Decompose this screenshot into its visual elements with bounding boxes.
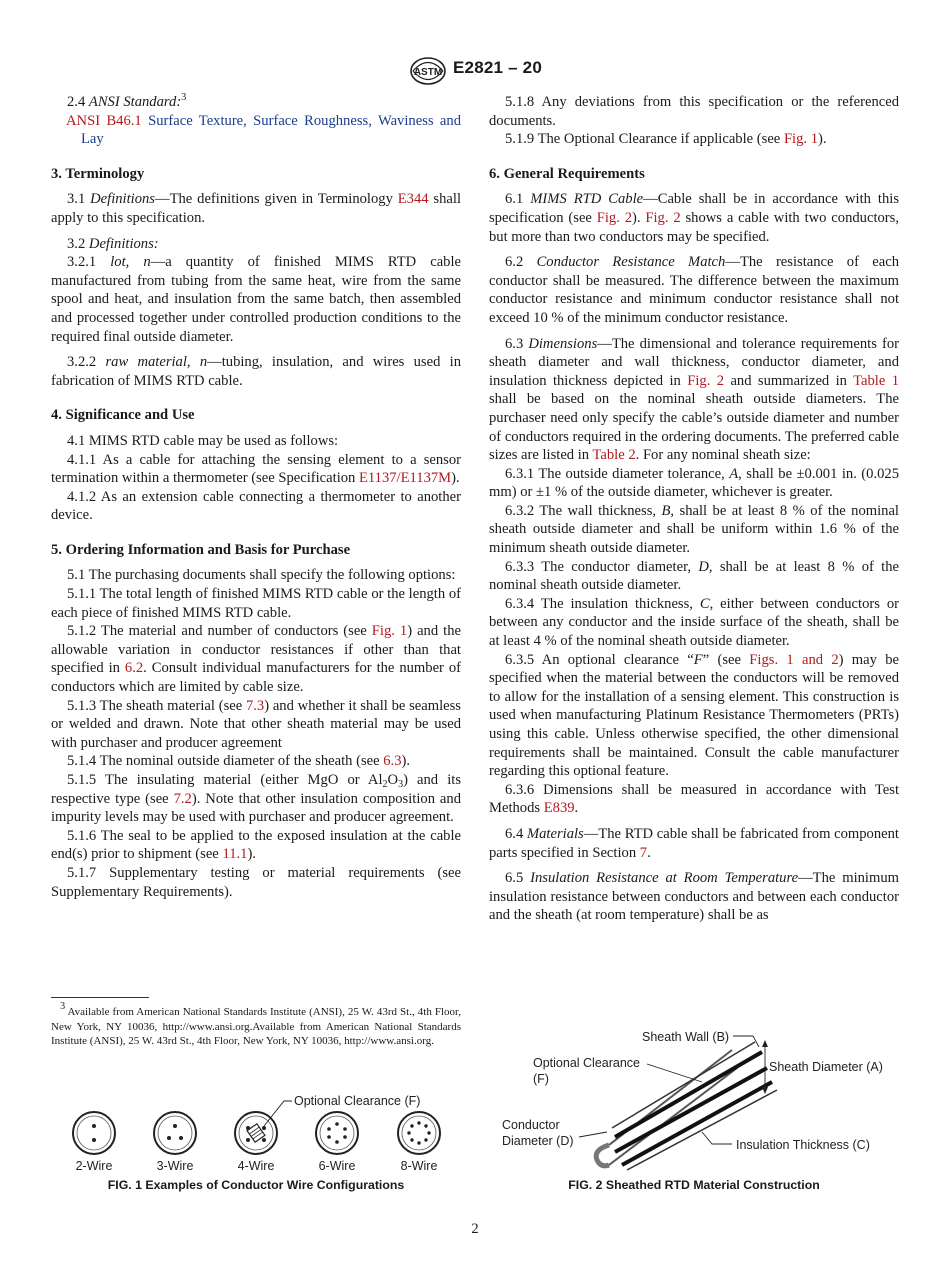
- section-4-1: 4.1 MIMS RTD cable may be used as follows:: [67, 432, 339, 449]
- link-table-1[interactable]: Table 1: [853, 372, 899, 389]
- link-fig-2[interactable]: Fig. 2: [687, 372, 725, 389]
- section-6-3-2: 6.3.2 The wall thickness, B, shall be at least 8 % of the nominal sheath outside diameter and shall be uniform within 1.6 % of the minimum sheath outside diameter.: [489, 502, 899, 557]
- svg-text:(F): (F): [533, 1072, 549, 1086]
- svg-text:4-Wire: 4-Wire: [237, 1159, 275, 1173]
- link-11-1[interactable]: 11.1: [222, 846, 248, 863]
- page-header: [0, 56, 950, 86]
- svg-text:2-Wire: 2-Wire: [75, 1159, 113, 1173]
- link-section-7[interactable]: 7: [639, 844, 648, 861]
- svg-text:ASTM: ASTM: [413, 67, 443, 78]
- link-e344[interactable]: E344: [397, 191, 429, 208]
- link-7-3[interactable]: 7.3: [245, 697, 265, 714]
- section-6-3-3: 6.3.3 The conductor diameter, D, shall be at least 8 % of the nominal sheath outside diameter.: [489, 558, 899, 594]
- section-5-1-8: 5.1.8 Any deviations from this specification or the referenced documents.: [489, 94, 899, 129]
- svg-text:8-Wire: 8-Wire: [400, 1159, 438, 1173]
- section-5-1: 5.1 The purchasing documents shall specify the following options:: [67, 567, 456, 584]
- link-fig-2[interactable]: Fig. 2: [645, 209, 681, 226]
- link-fig-1[interactable]: Fig. 1: [783, 131, 818, 148]
- link-fig-1[interactable]: Fig. 1: [371, 623, 408, 640]
- document-designation: E2821 – 20: [453, 58, 542, 77]
- section-2-4: 2.4 ANSI Standard:$^3$: [67, 92, 187, 110]
- eight-wire-diagram: [398, 1112, 440, 1173]
- section-5-1-7: 5.1.7 Supplementary testing or material requirements (see Supplementary Requirements).: [51, 864, 461, 900]
- fig-2-caption: FIG. 2 Sheathed RTD Material Construction: [568, 1178, 820, 1192]
- section-3-2-1: 3.2.1 lot, n—a quantity of finished MIMS RTD cable manufactured from tubing from the same heat, wire from the same spool and heat, and insulation from the same batch, then assembled and processed together under controlled production conditions to the required final outside diameter.: [51, 254, 461, 345]
- section-5-1-1: 5.1.1 The total length of finished MIMS RTD cable or the length of each piece of finished MIMS RTD cable.: [51, 586, 461, 621]
- svg-text:3-Wire: 3-Wire: [156, 1159, 194, 1173]
- footnote-rule: [51, 997, 149, 998]
- section-6-3-1: 6.3.1 The outside diameter tolerance, A, shall be ±0.001 in. (0.025 mm) or ±1 % of the outside diameter, whichever is greater.: [489, 465, 899, 501]
- section-6-4: 6.4 Materials—The RTD cable shall be fabricated from component parts specified in Section 7.: [489, 825, 899, 861]
- link-7-2[interactable]: 7.2: [173, 790, 192, 807]
- optional-clearance-label: Optional Clearance: [533, 1056, 641, 1070]
- section-5-1-4: 5.1.4 The nominal outside diameter of the sheath (see 6.3).: [67, 753, 411, 770]
- insulation-thickness-label: Insulation Thickness (C): [736, 1138, 870, 1152]
- conductor-line: [622, 1082, 772, 1165]
- link-6-2[interactable]: 6.2: [124, 660, 144, 677]
- fig-2-cable-construction: [497, 1020, 897, 1175]
- six-wire-diagram: [316, 1112, 358, 1173]
- section-6-heading: 6. General Requirements: [489, 165, 645, 182]
- link-6-3[interactable]: 6.3: [383, 753, 402, 770]
- section-6-2: 6.2 Conductor Resistance Match—The resistance of each conductor shall be measured. The difference between the maximum conductor resistance and minimum conductor resistance shall not exceed 10 % of the minimum conductor resistance.: [489, 254, 899, 326]
- link-e1137[interactable]: E1137/E1137M: [359, 470, 452, 487]
- link-e839[interactable]: E839: [543, 800, 575, 817]
- sheath-diameter-label: Sheath Diameter (A): [769, 1060, 883, 1074]
- section-4-heading: 4. Significance and Use: [51, 407, 195, 424]
- fig-1-caption: FIG. 1 Examples of Conductor Wire Configurations: [107, 1178, 405, 1192]
- svg-text:6-Wire: 6-Wire: [318, 1159, 356, 1173]
- link-fig-2[interactable]: Fig. 2: [596, 209, 633, 226]
- section-6-5: 6.5 Insulation Resistance at Room Temperature—The minimum insulation resistance between conductors and between each conductor and the sheath (at room temperature) shall be as: [489, 870, 899, 924]
- section-4-1-1: 4.1.1 As a cable for attaching the sensing element to a sensor termination within a thermometer (see Specification E1137/E1137M).: [51, 451, 461, 487]
- conductor-label: Conductor: [502, 1118, 560, 1132]
- left-column: [51, 93, 461, 901]
- section-6-3-4: 6.3.4 The insulation thickness, C, either between conductors or between any conductor and the inside surface of the sheath, shall be at least 4 % of the nominal sheath outside diameter.: [489, 595, 899, 650]
- two-wire-diagram: [73, 1112, 115, 1173]
- section-6-3-6: 6.3.6 Dimensions shall be measured in accordance with Test Methods E839.: [489, 781, 899, 817]
- ansi-reference[interactable]: ANSI B46.1 Surface Texture, Surface Roughness, Waviness and Lay: [66, 112, 461, 148]
- fig-1-wire-configurations: [60, 1088, 460, 1178]
- section-5-1-9: 5.1.9 The Optional Clearance if applicable (see Fig. 1).: [505, 131, 827, 148]
- section-5-heading: 5. Ordering Information and Basis for Purchase: [51, 541, 351, 558]
- three-wire-diagram: [154, 1112, 196, 1173]
- footnote: $^3$ Available from American National Standards Institute (ANSI), 25 W. 43rd St., 4th Floor, New York, NY 10036, http://www.ansi.org.Available from American National Standards Institute (ANSI), 25 W. 43rd St., 4th Floor, New York, NY 10036, http://www.ansi.org.: [51, 1001, 461, 1048]
- section-6-1: 6.1 MIMS RTD Cable—Cable shall be in accordance with this specification (see Fig. 2). Fig. 2 shows a cable with two conductors, but more than two conductors may be specified.: [489, 191, 900, 245]
- optional-clearance-callout: Optional Clearance (F): [294, 1094, 421, 1108]
- section-3-heading: 3. Terminology: [51, 165, 145, 182]
- section-5-1-5: 5.1.5 The insulating material (either MgO or $Al_2O_3$) and its respective type (see 7.2). Note that other insulation composition and impurity levels may be used with purchaser and producer agreement.: [51, 772, 461, 826]
- right-column: [489, 93, 899, 925]
- section-6-3-5: 6.3.5 An optional clearance “F” (see Figs. 1 and 2) may be specified when the material between the conductors will be removed to allow for the installation of a sensing element. This construction is used when manufacturing Platinum Resistance Thermometers (PRTs) using this cable. Unless otherwise specified, the other dimensional requirements shall be maintained. Consult the cable manufacturer regarding this optional feature.: [489, 651, 900, 780]
- section-5-1-2: 5.1.2 The material and number of conductors (see Fig. 1) and the allowable variation in conductor resistances if other than that specified in 6.2. Consult individual manufacturers for the number of conductors which are limited by cable size.: [51, 623, 462, 696]
- page-number: 2: [471, 1221, 479, 1237]
- sheath-wall-label: Sheath Wall (B): [642, 1030, 730, 1044]
- section-4-1-2: 4.1.2 As an extension cable connecting a thermometer to another device.: [51, 488, 461, 524]
- astm-logo-icon: [409, 56, 447, 86]
- section-6-3: 6.3 Dimensions—The dimensional and tolerance requirements for sheath diameter and wall thickness, conductor diameter, and insulation thickness depicted in Fig. 2 and summarized in Table 1 shall be based on the nominal sheath outside diameters. The purchaser need only specify the cable’s outside diameter and number of conductors required in the ordering documents. The preferred cable sizes are listed in Table 2. For any nominal sheath size:: [489, 335, 899, 464]
- section-5-1-3: 5.1.3 The sheath material (see 7.3) and whether it shall be seamless or welded and drawn. Note that other sheath material may be used with purchaser and producer agreement: [51, 697, 461, 751]
- section-3-2-2: 3.2.2 raw material, n—tubing, insulation, and wires used in fabrication of MIMS RTD cable.: [51, 354, 462, 389]
- svg-text:Diameter (D): Diameter (D): [502, 1134, 574, 1148]
- section-3-1: 3.1 Definitions—The definitions given in Terminology E344 shall apply to this specification.: [51, 191, 461, 226]
- section-3-2: 3.2 Definitions:: [67, 235, 159, 252]
- section-5-1-6: 5.1.6 The seal to be applied to the exposed insulation at the cable end(s) prior to shipment (see 11.1).: [51, 827, 461, 863]
- link-table-2[interactable]: Table 2: [592, 447, 636, 464]
- link-figs-1-and-2[interactable]: Figs. 1 and 2: [749, 651, 839, 668]
